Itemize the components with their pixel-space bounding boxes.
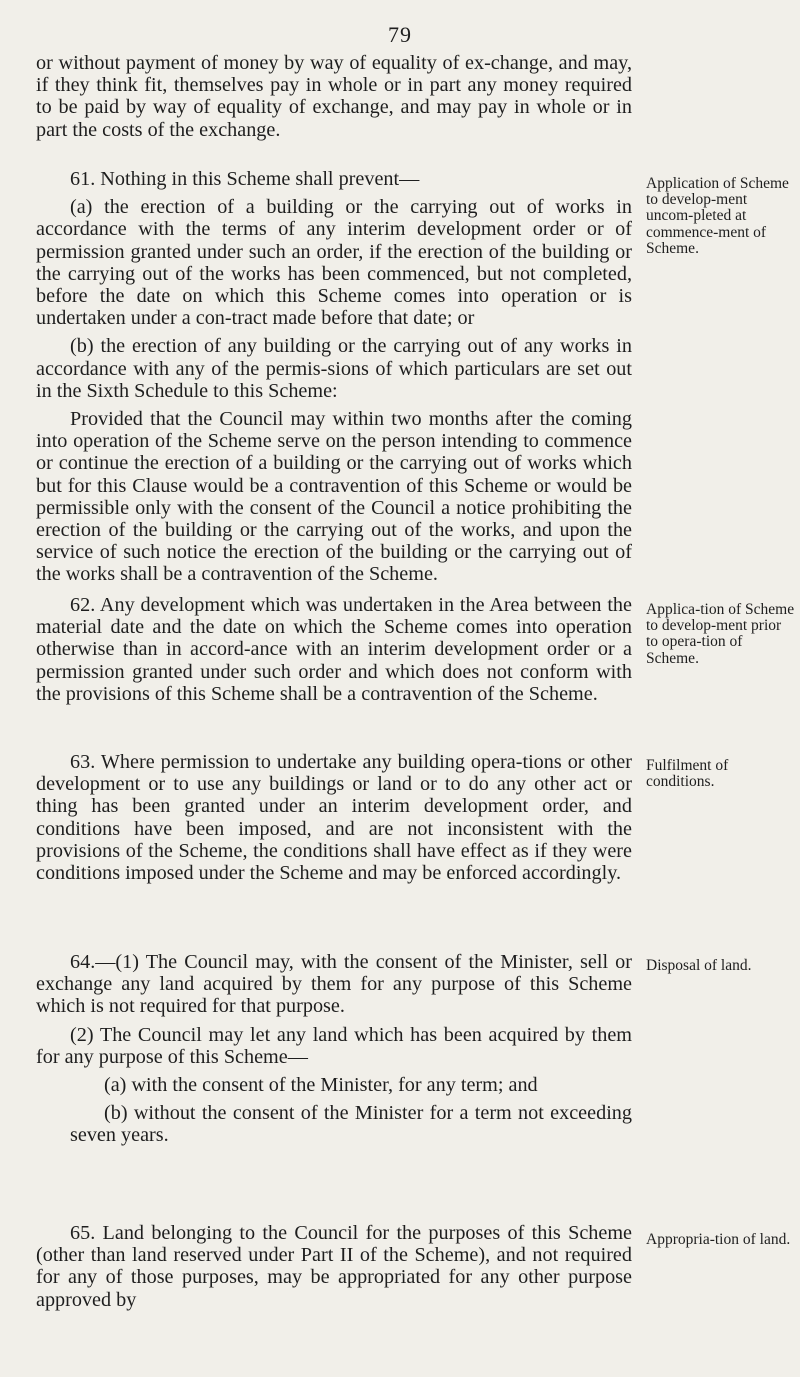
continued-paragraph — [36, 52, 632, 141]
section-64-para-1: 64.—(1) The Council may, with the consent of the Minister, sell or exchange any land acquired by them for any purpose of this Scheme which is not required for that purpose. — [36, 951, 632, 1018]
section-64-para-2: (2) The Council may let any land which has been acquired by them for any purpose of this Scheme— — [36, 1023, 632, 1068]
section-61-lead: 61. Nothing in this Scheme shall prevent— — [70, 168, 420, 190]
section-63 — [36, 751, 632, 884]
section-64 — [36, 951, 632, 1147]
section-62 — [36, 594, 632, 705]
margin-note-61: Application of Scheme to develop-ment uncom-pleted at commence-ment of Scheme. — [646, 175, 789, 257]
section-61-proviso: Provided that the Council may within two months after the coming into operation of the Scheme serve on the person intending to commence or continue the erection of a building or the carrying out of works which but for this Clause would be a contravention of this Scheme or would be permissible only with the consent of the Council a notice prohibiting the erection of the building or the carrying out of the works, and upon the service of such notice the erection of the building or the carrying out of the works shall be a contravention of the Scheme. — [36, 408, 632, 586]
section-62-text: 62. Any development which was undertaken in the Area between the material date and the date on which the Scheme comes into operation otherwise than in accord-ance with an interim development order or a permission granted under such order and which does not conform with the provisions of this Scheme shall be a contravention of the Scheme. — [36, 594, 632, 705]
section-63-text: 63. Where permission to undertake any building opera-tions or other development or to use any buildings or land or to do any other act or thing has been granted under an interim development order, and conditions have been imposed, and are not inconsistent with the provisions of the Scheme, the conditions shall have effect as if they were conditions imposed under the Scheme and may be enforced accordingly. — [36, 751, 632, 885]
margin-note-62: Applica-tion of Scheme to develop-ment prior to opera-tion of Scheme. — [646, 601, 795, 667]
section-65-text: 65. Land belonging to the Council for the purposes of this Scheme (other than land reserved under Part II of the Scheme), and not required for any of those purposes, may be appropriated for any other purpose approved by — [36, 1222, 632, 1311]
margin-note-65: Appropria-tion of land. — [646, 1231, 791, 1248]
margin-note-63: Fulfilment of conditions. — [646, 757, 729, 791]
section-65 — [36, 1222, 632, 1311]
section-64-item-a: (a) with the consent of the Minister, for any term; and — [104, 1074, 538, 1097]
margin-note-64: Disposal of land. — [646, 957, 752, 974]
section-64-item-b: (b) without the consent of the Minister for a term not exceeding seven years. — [70, 1102, 632, 1147]
page-number: 79 — [388, 22, 412, 47]
section-61 — [36, 168, 632, 586]
section-61-item-a: (a) the erection of a building or the carrying out of works in accordance with the terms of any interim development order or of permission granted under such an order, if the erection of the building or the carrying out of the works has been commenced, but not completed, before the date on which this Scheme comes into operation or is undertaken under a con-tract made before that date; or — [36, 196, 632, 330]
section-61-item-b: (b) the erection of any building or the carrying out of any works in accordance with any of the permis-sions of which particulars are set out in the Sixth Schedule to this Scheme: — [36, 335, 632, 402]
intro-text: or without payment of money by way of equality of ex-change, and may, if they think fit, themselves pay in whole or in part any money required to be paid by way of equality of exchange, and may pay in whole or in part the costs of the exchange. — [36, 52, 632, 141]
